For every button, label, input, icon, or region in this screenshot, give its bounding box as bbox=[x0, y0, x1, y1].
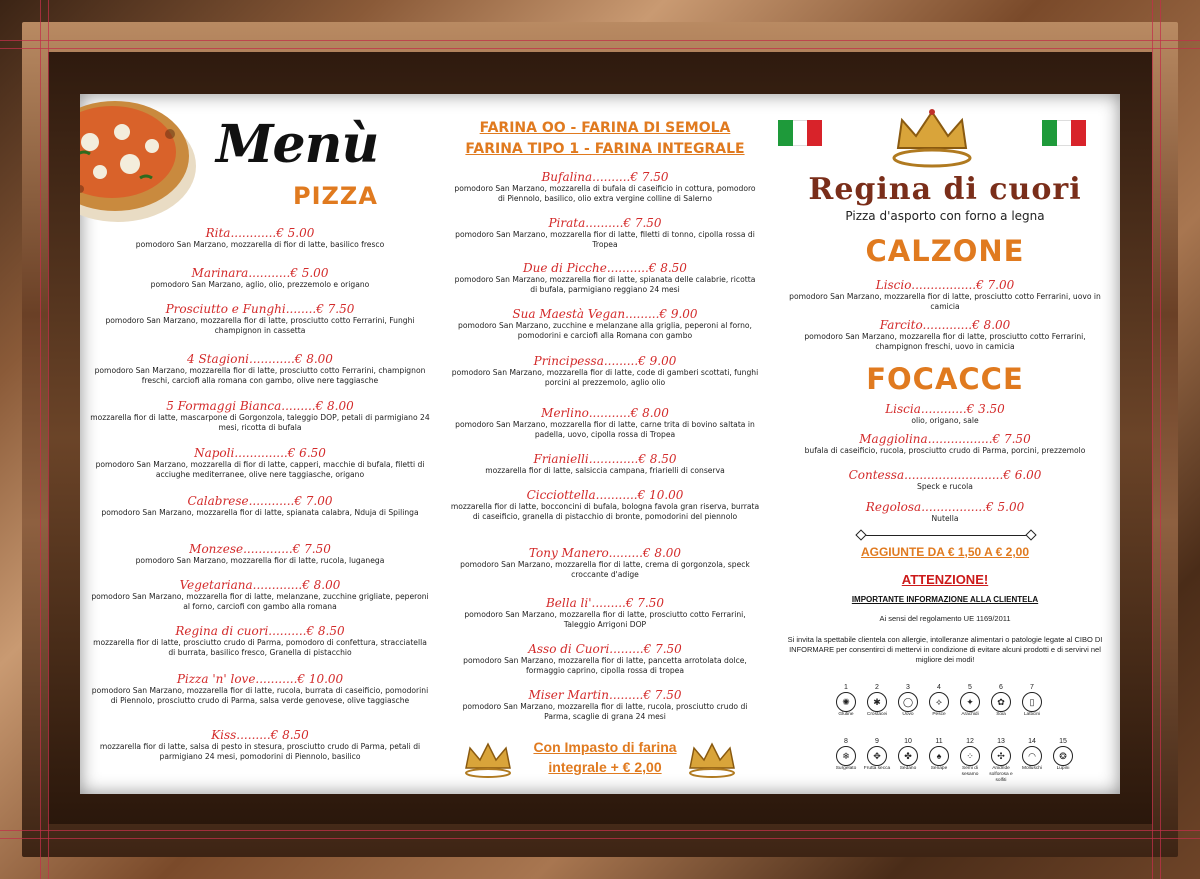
pizza-subtitle: PIZZA bbox=[293, 182, 378, 210]
menu-item bbox=[440, 406, 770, 440]
menu-item bbox=[80, 624, 440, 658]
allergen-number: 7 bbox=[1030, 684, 1034, 691]
allergen-number: 15 bbox=[1059, 738, 1067, 745]
item-description: mozzarella fior di latte, mascarpone di Gorgonzola, taleggio DOP, petali di parmigiano 24 mesi, ricotta di bufala bbox=[90, 413, 430, 432]
print-guide-line bbox=[0, 48, 1200, 49]
allergen-label: Semi di sesamo bbox=[961, 766, 979, 777]
menu-item bbox=[770, 432, 1120, 456]
item-description: pomodoro San Marzano, mozzarella fior di latte, rucola, burrata di caseificio, pomodorini di Piennolo, prosciutto crudo di Parma, salsa verde genovese, olive taggiasche bbox=[91, 686, 429, 705]
item-name-price: Regolosa.................€ 5.00 bbox=[865, 500, 1025, 514]
item-name-price: Kiss.........€ 8.50 bbox=[211, 728, 309, 742]
menu-item bbox=[440, 216, 770, 250]
invito-text: Si invita la spettabile clientela con allergie, intolleranze alimentari o patologie legate al CIBO DI INFORMARE per consentirci di mettervi in condizione di evitare alcuni prodotti e di servirvi nel migliore dei modi! bbox=[787, 635, 1103, 664]
item-description: mozzarella fior di latte, bocconcini di bufala, bologna favola gran riserva, burrata di caseificio, granella di pistacchio di bronte, pomodorini del piennolo bbox=[450, 502, 760, 521]
allergen-label: Surgelato bbox=[835, 766, 857, 771]
item-name-price: Pizza 'n' love...........€ 10.00 bbox=[176, 672, 344, 686]
item-description: pomodoro San Marzano, mozzarella fior di latte, code di gamberi scottati, funghi porcini al prezzemolo, aglio olio bbox=[451, 368, 759, 387]
farina-line-2: FARINA TIPO 1 - FARINA INTEGRALE bbox=[465, 141, 745, 157]
item-description: pomodoro San Marzano, mozzarella di bufala di caseificio in cottura, pomodoro di Piennolo, basilico, olio extra vergine colline di Salerno bbox=[454, 184, 756, 203]
menu-item bbox=[80, 446, 440, 480]
allergen-icon: ✣ bbox=[991, 746, 1011, 766]
item-name-price: Farcito.............€ 8.00 bbox=[879, 318, 1011, 332]
allergen-item bbox=[830, 684, 862, 718]
menu-item bbox=[440, 307, 770, 341]
item-name-price: Bufalina..........€ 7.50 bbox=[541, 170, 669, 184]
allergen-icon: ✤ bbox=[898, 746, 918, 766]
allergen-item bbox=[1016, 684, 1048, 718]
pizza-column-left bbox=[80, 94, 440, 794]
item-description: pomodoro San Marzano, mozzarella fior di latte, carne trita di bovino saltata in padella, uovo, cipolla rossa di Tropea bbox=[455, 420, 755, 439]
menu-item bbox=[80, 728, 440, 762]
allergen-label: Arachidi bbox=[961, 712, 979, 717]
menu-item bbox=[770, 500, 1120, 524]
allergen-legend bbox=[830, 684, 1075, 784]
allergen-number: 12 bbox=[966, 738, 974, 745]
allergen-item bbox=[892, 684, 924, 718]
pizza-image bbox=[80, 94, 210, 226]
italian-flag-left bbox=[778, 120, 822, 146]
allergen-label: Soia bbox=[996, 712, 1006, 717]
item-name-price: Liscio.................€ 7.00 bbox=[875, 278, 1015, 292]
allergen-label: Glutine bbox=[838, 712, 854, 717]
allergen-item bbox=[923, 684, 955, 718]
allergen-icon: ⁘ bbox=[960, 746, 980, 766]
item-name-price: Maggiolina.................€ 7.50 bbox=[859, 432, 1031, 446]
item-name-price: Principessa.........€ 9.00 bbox=[533, 354, 677, 368]
menu-item bbox=[770, 318, 1120, 352]
allergen-item bbox=[830, 738, 862, 772]
item-description: Nutella bbox=[931, 514, 959, 523]
divider-line bbox=[860, 535, 1030, 536]
allergen-label: Sedano bbox=[899, 766, 917, 771]
menu-item bbox=[80, 226, 440, 250]
item-description: pomodoro San Marzano, mozzarella fior di latte, prosciutto cotto Ferrarini, Funghi champignon in cassetta bbox=[105, 316, 415, 335]
allergen-label: Senape bbox=[930, 766, 948, 771]
item-name-price: Napoli..............€ 6.50 bbox=[194, 446, 326, 460]
farina-line-1: FARINA OO - FARINA DI SEMOLA bbox=[479, 120, 731, 136]
item-description: pomodoro San Marzano, mozzarella di fior di latte, basilico fresco bbox=[135, 240, 385, 249]
allergen-item bbox=[861, 684, 893, 718]
item-description: mozzarella fior di latte, salsiccia campana, friarielli di conserva bbox=[485, 466, 725, 475]
brand-name: Regina di cuori bbox=[808, 172, 1082, 207]
item-name-price: 5 Formaggi Bianca.........€ 8.00 bbox=[166, 399, 354, 413]
integrale-line-1: Con Impasto di farina bbox=[533, 739, 677, 755]
allergen-icon: ✱ bbox=[867, 692, 887, 712]
divider-diamond bbox=[1025, 529, 1036, 540]
allergen-icon: ✦ bbox=[960, 692, 980, 712]
menu-item bbox=[80, 302, 440, 336]
item-name-price: Prosciutto e Funghi........€ 7.50 bbox=[165, 302, 355, 316]
item-name-price: 4 Stagioni............€ 8.00 bbox=[187, 352, 333, 366]
item-name-price: Vegetariana.............€ 8.00 bbox=[179, 578, 341, 592]
menu-item bbox=[440, 642, 770, 676]
attenzione-heading: ATTENZIONE! bbox=[901, 572, 989, 587]
calzone-title: CALZONE bbox=[865, 234, 1025, 268]
menu-item bbox=[440, 596, 770, 630]
allergen-icon: ◯ bbox=[898, 692, 918, 712]
allergen-icon: ▯ bbox=[1022, 692, 1042, 712]
allergen-label: Latticini bbox=[1023, 712, 1041, 717]
allergen-item bbox=[892, 738, 924, 772]
item-description: olio, origano, sale bbox=[911, 416, 979, 425]
menu-item bbox=[80, 352, 440, 386]
item-description: pomodoro San Marzano, mozzarella fior di latte, melanzane, zucchine grigliate, peperoni al forno, carciofi con gambo alla romana bbox=[91, 592, 429, 611]
menu-item bbox=[440, 354, 770, 388]
item-name-price: Cicciottella...........€ 10.00 bbox=[526, 488, 684, 502]
item-description: pomodoro San Marzano, mozzarella fior di latte, prosciutto cotto Ferrarini, champignon freschi, carciofi alla romana con gambo, olive nere taggiasche bbox=[94, 366, 426, 385]
print-guide-line bbox=[0, 830, 1200, 831]
menu-item bbox=[80, 399, 440, 433]
allergen-label: Crostacei bbox=[866, 712, 888, 717]
item-name-price: Rita............€ 5.00 bbox=[205, 226, 315, 240]
item-name-price: Pirata..........€ 7.50 bbox=[548, 216, 662, 230]
item-name-price: Monzese.............€ 7.50 bbox=[189, 542, 331, 556]
menu-item bbox=[440, 488, 770, 522]
allergen-number: 5 bbox=[968, 684, 972, 691]
focacce-title: FOCACCE bbox=[866, 362, 1024, 396]
allergen-item bbox=[985, 738, 1017, 784]
allergen-number: 9 bbox=[875, 738, 879, 745]
menu-item bbox=[80, 542, 440, 566]
allergen-icon: ✥ bbox=[867, 746, 887, 766]
allergen-icon: ❂ bbox=[1053, 746, 1073, 766]
print-guide-line bbox=[40, 0, 41, 879]
allergen-item bbox=[954, 684, 986, 718]
item-description: pomodoro San Marzano, mozzarella fior di latte, prosciutto cotto Ferrarini, uovo in camicia bbox=[789, 292, 1101, 311]
divider-diamond bbox=[855, 529, 866, 540]
item-description: bufala di caseificio, rucola, prosciutto crudo di Parma, porcini, prezzemolo bbox=[804, 446, 1086, 455]
allergen-label: Lupini bbox=[1056, 766, 1070, 771]
item-name-price: Bella li'.........€ 7.50 bbox=[545, 596, 665, 610]
allergen-icon: ♠ bbox=[929, 746, 949, 766]
item-description: mozzarella fior di latte, salsa di pesto in stesura, prosciutto crudo di Parma, petali di parmigiano 24 mesi, pomodorini di Piennolo, basilico bbox=[99, 742, 421, 761]
crown-icon bbox=[686, 740, 738, 780]
item-name-price: Tony Manero.........€ 8.00 bbox=[528, 546, 682, 560]
item-name-price: Marinara...........€ 5.00 bbox=[191, 266, 329, 280]
allergen-item bbox=[954, 738, 986, 778]
allergen-number: 14 bbox=[1028, 738, 1036, 745]
item-description: pomodoro San Marzano, zucchine e melanzane alla griglia, peperoni al forno, pomodorini e carciofi alla Romana con gambo bbox=[458, 321, 752, 340]
item-description: pomodoro San Marzano, mozzarella fior di latte, crema di gorgonzola, speck croccante d'adige bbox=[460, 560, 750, 579]
regolamento-text: Ai sensi del regolamento UE 1169/2011 bbox=[879, 614, 1011, 623]
item-description: pomodoro San Marzano, mozzarella di fior di latte, capperi, macchie di bufala, filetti di acciughe mediterranee, olive nere taggiasche, origano bbox=[95, 460, 425, 479]
item-description: Speck e rucola bbox=[917, 482, 973, 491]
menu-item bbox=[440, 688, 770, 722]
allergen-number: 3 bbox=[906, 684, 910, 691]
allergen-item bbox=[861, 738, 893, 772]
item-name-price: Regina di cuori..........€ 8.50 bbox=[175, 624, 345, 638]
allergen-icon: ⟡ bbox=[929, 692, 949, 712]
allergen-item bbox=[923, 738, 955, 772]
item-description: pomodoro San Marzano, mozzarella fior di latte, prosciutto cotto Ferrarini, Taleggio Arrigoni DOP bbox=[464, 610, 746, 629]
allergen-number: 10 bbox=[904, 738, 912, 745]
print-guide-line bbox=[0, 838, 1200, 839]
print-guide-line bbox=[48, 0, 49, 879]
integrale-line-2: integrale + € 2,00 bbox=[548, 759, 662, 775]
allergen-label: Frutta secca bbox=[863, 766, 891, 771]
item-name-price: Asso di Cuori.........€ 7.50 bbox=[528, 642, 682, 656]
print-guide-line bbox=[1152, 0, 1153, 879]
right-column bbox=[770, 94, 1120, 794]
allergen-number: 6 bbox=[999, 684, 1003, 691]
item-description: pomodoro San Marzano, mozzarella fior di latte, rucola, prosciutto crudo di Parma, scaglie di grana 24 mesi bbox=[462, 702, 748, 721]
item-name-price: Liscia............€ 3.50 bbox=[885, 402, 1005, 416]
importante-heading: IMPORTANTE INFORMAZIONE ALLA CLIENTELA bbox=[851, 595, 1039, 604]
menu-item bbox=[440, 261, 770, 295]
allergen-label: Pesce bbox=[932, 712, 946, 717]
menu-item bbox=[440, 170, 770, 204]
crown-logo-icon bbox=[890, 108, 974, 170]
item-name-price: Frianielli.............€ 8.50 bbox=[533, 452, 677, 466]
item-name-price: Calabrese............€ 7.00 bbox=[187, 494, 333, 508]
print-guide-line bbox=[1160, 0, 1161, 879]
item-description: pomodoro San Marzano, mozzarella fior di latte, rucola, luganega bbox=[135, 556, 385, 565]
allergen-label: Molluschi bbox=[1022, 766, 1042, 771]
item-description: pomodoro San Marzano, mozzarella fior di latte, prosciutto cotto Ferrarini, champignon freschi, uovo in camicia bbox=[804, 332, 1086, 351]
item-name-price: Sua Maestà Vegan.........€ 9.00 bbox=[512, 307, 698, 321]
menu-item bbox=[80, 266, 440, 290]
italian-flag-right bbox=[1042, 120, 1086, 146]
menu-item bbox=[80, 672, 440, 706]
item-name-price: Contessa..........................€ 6.00 bbox=[848, 468, 1042, 482]
item-description: pomodoro San Marzano, mozzarella fior di latte, pancetta arrotolata dolce, formaggio caprino, cipolla rossa di tropea bbox=[463, 656, 747, 675]
menu-item bbox=[770, 278, 1120, 312]
menu-paper bbox=[80, 94, 1120, 794]
allergen-icon: ✺ bbox=[836, 692, 856, 712]
allergen-item bbox=[985, 684, 1017, 718]
pizza-column-middle bbox=[440, 94, 770, 794]
print-guide-line bbox=[0, 40, 1200, 41]
item-description: pomodoro San Marzano, mozzarella fior di latte, spianata delle calabrie, ricotta di bufala, parmigiano reggiano 24 mesi bbox=[454, 275, 756, 294]
menu-item bbox=[80, 578, 440, 612]
allergen-number: 1 bbox=[844, 684, 848, 691]
allergen-icon: ◠ bbox=[1022, 746, 1042, 766]
item-description: pomodoro San Marzano, aglio, olio, prezzemolo e origano bbox=[150, 280, 370, 289]
allergen-item bbox=[1047, 738, 1079, 772]
item-description: pomodoro San Marzano, mozzarella fior di latte, filetti di tonno, cipolla rossa di Tropea bbox=[455, 230, 755, 249]
menu-item bbox=[770, 468, 1120, 492]
brand-subtitle: Pizza d'asporto con forno a legna bbox=[845, 209, 1045, 223]
item-description: mozzarella fior di latte, prosciutto crudo di Parma, pomodoro di confettura, stracciatella di burrata, basilico fresco, Granella di pistacchio bbox=[93, 638, 427, 657]
allergen-item bbox=[1016, 738, 1048, 772]
item-description: pomodoro San Marzano, mozzarella fior di latte, spianata calabra, Nduja di Spilinga bbox=[101, 508, 419, 517]
menu-title: Menù bbox=[216, 114, 379, 175]
allergen-number: 8 bbox=[844, 738, 848, 745]
allergen-label: Anidride solforosa e solfiti bbox=[989, 766, 1013, 783]
allergen-number: 11 bbox=[935, 738, 943, 745]
menu-item bbox=[440, 452, 770, 476]
allergen-icon: ❄ bbox=[836, 746, 856, 766]
allergen-number: 2 bbox=[875, 684, 879, 691]
allergen-label: Uovo bbox=[902, 712, 914, 717]
allergen-icon: ✿ bbox=[991, 692, 1011, 712]
item-name-price: Merlino...........€ 8.00 bbox=[541, 406, 669, 420]
allergen-number: 13 bbox=[997, 738, 1005, 745]
menu-item bbox=[440, 546, 770, 580]
menu-item bbox=[80, 494, 440, 518]
allergen-number: 4 bbox=[937, 684, 941, 691]
menu-item bbox=[770, 402, 1120, 426]
item-name-price: Due di Picche...........€ 8.50 bbox=[523, 261, 687, 275]
aggiunte-text: AGGIUNTE DA € 1,50 A € 2,00 bbox=[860, 545, 1030, 559]
item-name-price: Miser Martin.........€ 7.50 bbox=[528, 688, 682, 702]
